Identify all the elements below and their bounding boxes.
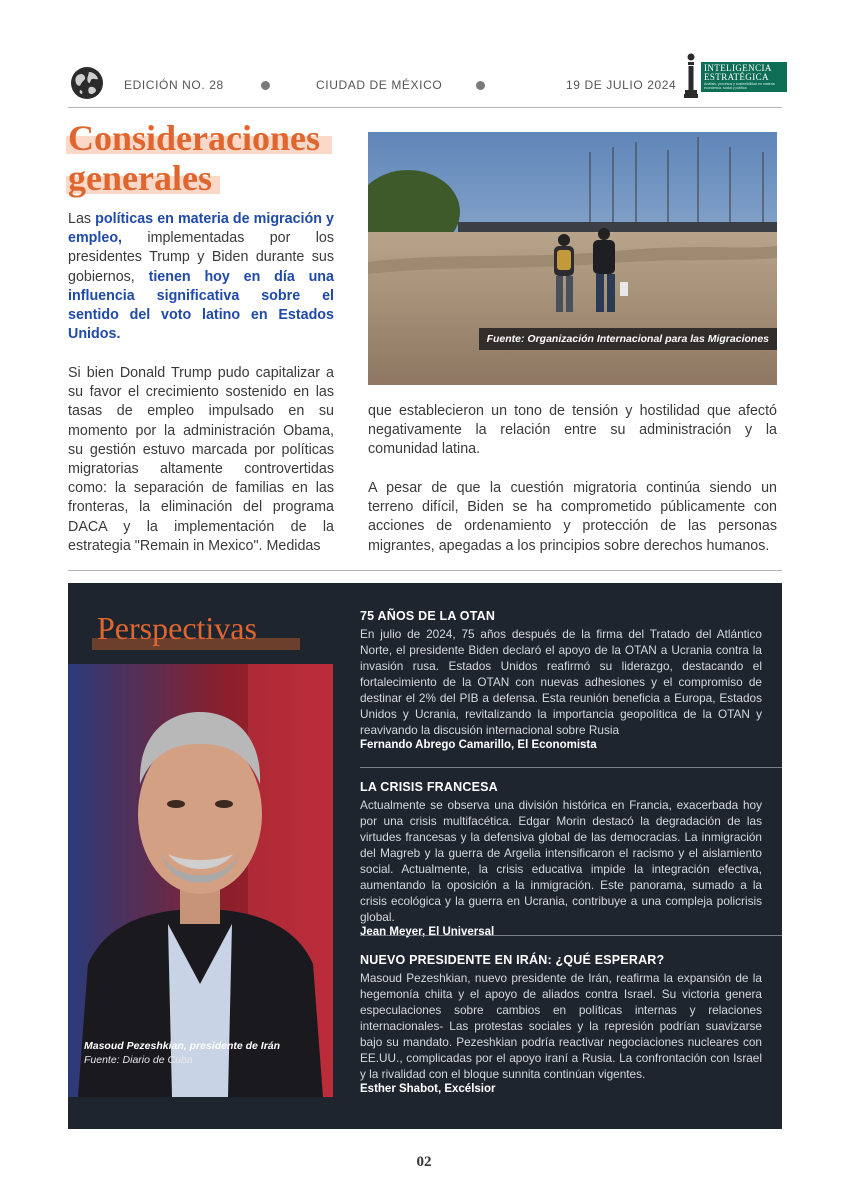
section-divider <box>68 570 782 571</box>
separator-dot <box>476 81 485 90</box>
emphasis-text: políticas en materia de migración y empleo, <box>68 211 334 247</box>
edition-label: EDICIÓN NO. 28 <box>124 78 224 92</box>
page-number: 02 <box>416 1154 432 1170</box>
title-text-1: Consideraciones <box>68 118 320 158</box>
paragraph-biden: A pesar de que la cuestión migratoria continúa siendo un terreno difícil, Biden se ha comprometido públicamente con acciones de ordenamiento y protección de las personas migrantes, apegadas a los principios sobre derechos humanos. <box>368 480 777 554</box>
article-iran <box>360 953 762 1095</box>
article-body: En julio de 2024, 75 años después de la firma del Tratado del Atlántico Norte, el presidente Biden declaró el apoyo de la OTAN a Ucrania contra la invasión rusa. Estados Unidos reafirmó su liderazgo, destacando el fortalecimiento de la OTAN con nuevas adhesiones y el compromiso de destinar el 2% del PIB a defensa. Esta reunión beneficia a Europa, Estados Unidos y Ucrania, revitalizando la importancia geopolítica de la OTAN y reavivando la discusión internacional sobre Rusia <box>360 627 762 737</box>
portrait-source: Fuente: Diario de Cuba <box>84 1054 193 1066</box>
brand-logo <box>681 50 787 100</box>
portrait-illustration <box>68 664 333 1097</box>
article-title: 75 AÑOS DE LA OTAN <box>360 609 496 623</box>
portrait-photo <box>68 664 333 1097</box>
perspectives-panel <box>68 583 782 1129</box>
article-author: Esther Shabot, Excélsior <box>360 1083 496 1095</box>
section-title <box>68 118 320 198</box>
chess-piece-icon <box>684 52 698 98</box>
logo-title-line1: INTELIGENCIA <box>704 63 772 73</box>
logo-textbox <box>701 62 787 92</box>
page-header <box>68 58 782 108</box>
logo-tagline: Análisis, procesos y sostenibilidad en materia económica, social y política <box>704 82 775 90</box>
title-line-1 <box>68 118 320 158</box>
article-francia <box>360 780 762 938</box>
logo-title-line2: ESTRATÉGICA <box>704 72 769 82</box>
city-label: CIUDAD DE MÉXICO <box>316 78 443 92</box>
portrait-name: Masoud Pezeshkian, presidente de Irán <box>84 1040 281 1052</box>
date-label: 19 DE JULIO 2024 <box>566 78 677 92</box>
globe-icon <box>70 66 104 100</box>
photo-caption: Fuente: Organización Internacional para las Migraciones <box>479 328 777 350</box>
emphasis-text: tienen hoy en día una influencia significativa sobre el sentido del voto latino en Estados Unidos. <box>68 268 334 343</box>
article-author: Jean Meyer, El Universal <box>360 926 495 938</box>
perspectives-heading-text: Perspectivas <box>97 610 257 646</box>
article-body: Actualmente se observa una división histórica en Francia, exacerbada hoy por una crisis multifacética. Edgar Morin destacó la degradación de las virtudes francesas y la defensiva global de las democracias. La inmigración del Magreb y la guerra de Argelia intensificaron el racismo y el aislamiento social. Actualmente, la crisis educativa impide la integración efectiva, aumentando la oposición a la inmigración. Este panorama, sumado a la crisis ecológica y la guerra en Ucrania, contribuye a una compleja policrisis global. <box>360 798 762 924</box>
article-title: NUEVO PRESIDENTE EN IRÁN: ¿QUÉ ESPERAR? <box>360 953 665 967</box>
article-otan <box>360 609 762 751</box>
article-author: Fernando Abrego Camarillo, El Economista <box>360 739 597 751</box>
article-body: Masoud Pezeshkian, nuevo presidente de Irán, reafirma la expansión de la hegemonía chiita y el apoyo de aliados contra Israel. Su victoria genera especulaciones sobre cambios en políticas internas y relaciones internacionales- Las protestas sociales y la represión podrían suavizarse bajo su mandato. Pezeshkian podría reactivar negociaciones nucleares con EE.UU., complicadas por el apoyo iraní a Rusia. La confrontación con Israel y la rivalidad con el bloque sunnita continúan vigentes. <box>360 971 762 1081</box>
article-separator <box>360 767 782 768</box>
separator-dot <box>261 81 270 90</box>
article-separator <box>360 935 782 936</box>
paragraph-trump: Si bien Donald Trump pudo capitalizar a su favor el crecimiento sostenido en las tasas de empleo impulsado en su momento por la administración Obama, su gestión estuvo marcada por políticas migratorias altamente controvertidas como: la separación de familias en las fronteras, la eliminación del programa DACA y la implementación de la estrategia "Remain in Mexico". Medidas <box>68 365 334 554</box>
portrait-caption <box>84 1039 280 1067</box>
title-text-2: generales <box>68 158 212 198</box>
perspectives-heading <box>92 610 300 648</box>
intro-paragraph: Las políticas en materia de migración y empleo, implementadas por los presidentes Trump y Biden durante sus gobiernos, tienen hoy en día una influencia significativa sobre el sentido del voto latino en Estados Unidos. <box>68 211 334 343</box>
article-title: LA CRISIS FRANCESA <box>360 780 498 794</box>
migrants-photo <box>368 132 777 385</box>
paragraph-trump-continued: que establecieron un tono de tensión y hostilidad que afectó negativamente la relación entre su administración y la comunidad latina. <box>368 403 777 458</box>
title-line-2 <box>68 158 320 198</box>
